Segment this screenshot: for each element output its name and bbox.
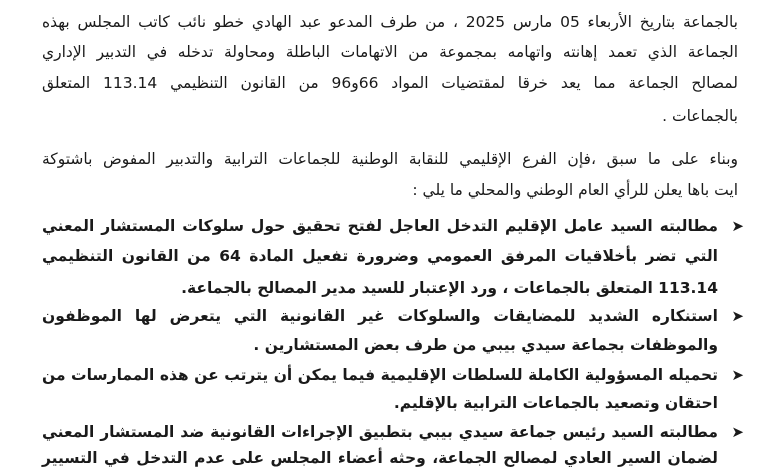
arrow-bullet-icon: ➤ <box>731 217 744 235</box>
demand-4-line-2: لضمان السير العادي لمصالح الجماعة، وحثه أعضاء المجلس على عدم التدخل في التسيير <box>42 449 718 467</box>
demand-1-line-3: 113.14 المتعلق بالجماعات ، ورد الإعتبار للسيد مدير المصالح بالجماعة. <box>181 279 718 297</box>
demand-2-line-2: والموظفات بجماعة سيدي بيبي من طرف بعض المستشارين . <box>253 336 718 354</box>
intro-line-2: الجماعة الذي تعمد إهانته واتهامه بمجموعة من الاتهامات الباطلة ومحاولة تدخله في التدبير الإداري <box>42 43 738 61</box>
demand-2-line-1: استنكاره الشديد للمضايقات والسلوكات غير القانونية التي يتعرض لها الموظفون <box>42 307 718 325</box>
arrow-bullet-icon: ➤ <box>731 307 744 325</box>
arrow-bullet-icon: ➤ <box>731 366 744 384</box>
arrow-bullet-icon: ➤ <box>731 423 744 441</box>
declaration-line-1: وبناء على ما سبق ،فإن الفرع الإقليمي للنقابة الوطنية للجماعات الترابية والتدبير المفوض باشتوكة <box>42 150 738 168</box>
demand-1-line-2: التي تضر بأخلاقيات المرفق العمومي وضرورة تفعيل المادة 64 من القانون التنظيمي <box>42 247 718 265</box>
intro-line-1: بالجماعة بتاريخ الأربعاء 05 مارس 2025 ، من طرف المدعو عبد الهادي خطو نائب كاتب المجلس بهذه <box>42 13 738 31</box>
declaration-line-2: ايت باها يعلن للرأي العام الوطني والمحلي ما يلي : <box>412 181 738 199</box>
demand-3-line-1: تحميله المسؤولية الكاملة للسلطات الإقليمية فيما يمكن أن يترتب عن هذه الممارسات من <box>42 366 718 384</box>
demand-3-line-2: احتقان وتصعيد بالجماعات الترابية بالإقليم. <box>393 394 718 412</box>
intro-line-4: بالجماعات . <box>662 107 738 125</box>
intro-line-3: لمصالح الجماعة مما يعد خرقا لمقتضيات المواد 66و96 من القانون التنظيمي 113.14 المتعلق <box>42 74 738 92</box>
demand-4-line-1: مطالبته السيد رئيس جماعة سيدي بيبي بتطبيق الإجراءات القانونية ضد المستشار المعني <box>42 423 718 441</box>
demand-1-line-1: مطالبته السيد عامل الإقليم التدخل العاجل لفتح تحقيق حول سلوكات المستشار المعني <box>42 217 718 235</box>
